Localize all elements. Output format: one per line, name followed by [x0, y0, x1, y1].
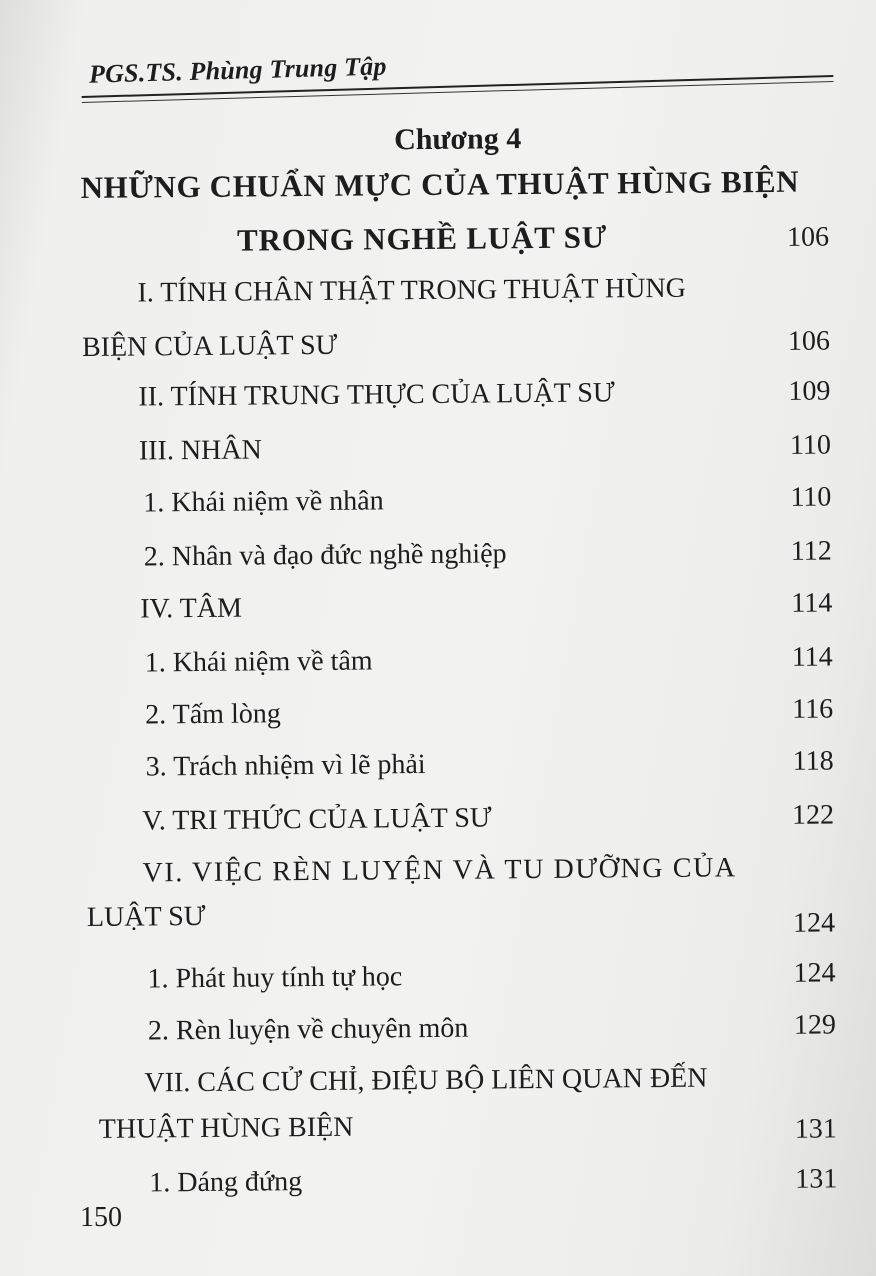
toc-entry-2-page: 109 — [788, 375, 831, 407]
toc-entry-6: IV. TÂM — [140, 592, 243, 625]
toc-entry-7-page: 114 — [791, 641, 833, 673]
chapter-title-page: 106 — [786, 221, 830, 253]
toc-entry-11-line-2: LUẬT SƯ — [86, 900, 206, 933]
toc-entry-5: 2. Nhân và đạo đức nghề nghiệp — [143, 538, 507, 573]
chapter-title-line-2: TRONG NGHỀ LUẬT SƯ — [236, 219, 608, 258]
toc-entry-10: V. TRI THỨC CỦA LUẬT SƯ — [142, 802, 492, 837]
toc-entry-11-page: 124 — [792, 907, 836, 939]
toc-entry-14-line-2: THUẬT HÙNG BIỆN — [98, 1111, 354, 1145]
toc-entry-9: 3. Trách nhiệm vì lẽ phải — [145, 749, 426, 783]
toc-entry-13-page: 129 — [793, 1009, 837, 1041]
toc-entry-5-page: 112 — [790, 535, 832, 567]
toc-entry-8-page: 116 — [792, 693, 834, 725]
chapter-title-line-1: NHỮNG CHUẨN MỰC CỦA THUẬT HÙNG BIỆN — [80, 163, 800, 205]
toc-entry-1-page: 106 — [787, 325, 831, 357]
toc-entry-14-line-1: VII. CÁC CỬ CHỈ, ĐIỆU BỘ LIÊN QUAN ĐẾN — [144, 1062, 708, 1099]
table-of-contents — [80, 111, 838, 1199]
toc-entry-7: 1. Khái niệm về tâm — [144, 645, 373, 679]
toc-entry-10-page: 122 — [791, 799, 835, 831]
running-header — [80, 17, 842, 108]
toc-entry-9-page: 118 — [792, 745, 834, 777]
toc-entry-2: II. TÍNH TRUNG THỰC CỦA LUẬT SƯ — [138, 377, 615, 413]
toc-entry-1-line-1: I. TÍNH CHÂN THẬT TRONG THUẬT HÙNG — [137, 272, 686, 309]
toc-entry-4: 1. Khái niệm về nhân — [143, 485, 384, 519]
toc-entry-15-page: 131 — [795, 1163, 838, 1195]
toc-entry-1-line-2: BIỆN CỦA LUẬT SƯ — [81, 329, 338, 363]
toc-entry-15: 1. Dáng đứng — [149, 1166, 303, 1199]
page-number: 150 — [80, 1202, 122, 1233]
toc-entry-3-page: 110 — [789, 429, 832, 461]
toc-entry-14-page: 131 — [794, 1113, 837, 1145]
author-name: PGS.TS. Phùng Trung Tập — [88, 51, 387, 89]
chapter-label: Chương 4 — [393, 122, 522, 157]
toc-entry-11-line-1: VI. VIỆC RÈN LUYỆN VÀ TU DƯỠNG CỦA — [142, 852, 737, 889]
toc-entry-3: III. NHÂN — [138, 434, 262, 467]
toc-entry-4-page: 110 — [790, 481, 832, 513]
toc-entry-8: 2. Tấm lòng — [145, 698, 281, 731]
toc-entry-12: 1. Phát huy tính tự học — [147, 961, 403, 995]
toc-entry-13: 2. Rèn luyện về chuyên môn — [147, 1012, 469, 1047]
toc-entry-12-page: 124 — [793, 957, 836, 989]
toc-entry-6-page: 114 — [791, 587, 833, 619]
